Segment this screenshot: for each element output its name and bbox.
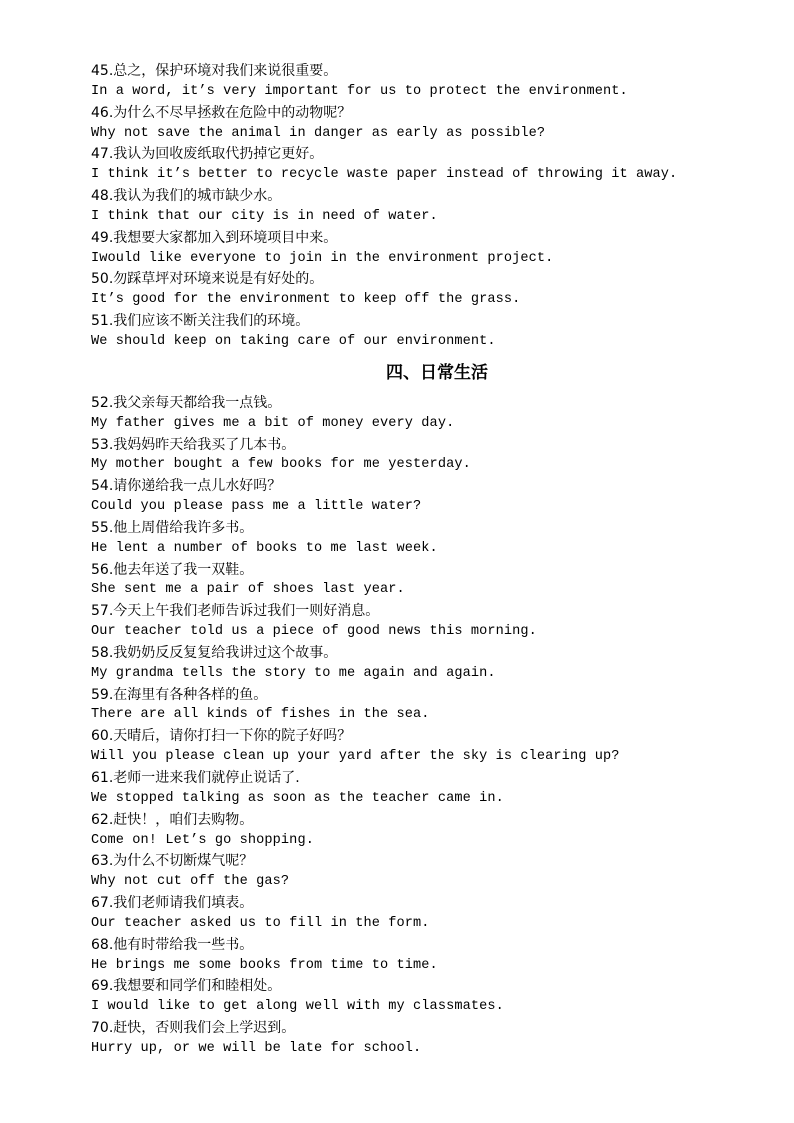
sentence-english: My mother bought a few books for me yesterday.	[91, 457, 471, 473]
sentence-english: She sent me a pair of shoes last year.	[91, 582, 405, 598]
sentence-chinese: 48.我认为我们的城市缺少水。	[91, 188, 282, 205]
sentence-english: Our teacher told us a piece of good news this morning.	[91, 624, 537, 640]
sentence-english: Come on! Let’s go shopping.	[91, 832, 314, 848]
sentence-english: Why not cut off the gas?	[91, 874, 290, 890]
sentence-chinese: 46.为什么不尽早拯救在危险中的动物呢？	[91, 104, 352, 121]
sentence-chinese: 56.他去年送了我一双鞋。	[91, 561, 254, 578]
sentence-chinese: 68.他有时带给我一些书。	[91, 936, 254, 953]
sentence-chinese: 51.我们应该不断关注我们的环境。	[91, 313, 310, 330]
sentence-english: I think it’s better to recycle waste paper instead of throwing it away.	[91, 167, 678, 183]
sentence-chinese: 45.总之，保护环境对我们来说很重要。	[91, 63, 338, 79]
sentence-chinese: 57.今天上午我们老师告诉过我们一则好消息。	[91, 603, 380, 620]
section-daily-life	[91, 393, 771, 1060]
sentence-chinese: 52.我父亲每天都给我一点钱。	[91, 394, 282, 411]
sentence-english: He lent a number of books to me last week.	[91, 540, 438, 556]
sentence-english: I think that our city is in need of water.	[91, 208, 438, 224]
sentence-chinese: 60.天晴后，请你打扫一下你的院子好吗？	[91, 728, 352, 745]
sentence-english: Hurry up, or we will be late for school.	[91, 1040, 422, 1056]
sentence-english: In a word, it’s very important for us to protect the environment.	[91, 83, 628, 99]
sentence-english: We stopped talking as soon as the teacher came in.	[91, 790, 504, 806]
sentence-chinese: 70.赶快，否则我们会上学迟到。	[91, 1020, 296, 1037]
sentence-english: My grandma tells the story to me again and again.	[91, 665, 496, 681]
sentence-chinese: 69.我想要和同学们和睦相处。	[91, 978, 282, 995]
sentence-english: Our teacher asked us to fill in the form.	[91, 915, 430, 931]
sentence-english: There are all kinds of fishes in the sea.	[91, 707, 430, 723]
sentence-english: Could you please pass me a little water?	[91, 499, 422, 515]
sentence-chinese: 55.他上周借给我许多书。	[91, 519, 254, 536]
sentence-chinese: 54.请你递给我一点儿水好吗？	[91, 478, 282, 495]
sentence-chinese: 67.我们老师请我们填表。	[91, 895, 254, 912]
sentence-english: Iwould like everyone to join in the environment project.	[91, 250, 554, 266]
sentence-chinese: 58.我奶奶反反复复给我讲过这个故事。	[91, 644, 338, 661]
sentence-english: Why not save the animal in danger as early as possible?	[91, 125, 546, 141]
sentence-chinese: 50.勿踩草坪对环境来说是有好处的。	[91, 271, 324, 288]
sentence-english: I would like to get along well with my classmates.	[91, 999, 504, 1015]
document-page	[91, 61, 771, 1060]
sentence-chinese: 53.我妈妈昨天给我买了几本书。	[91, 436, 296, 453]
sentence-english: It’s good for the environment to keep off the grass.	[91, 292, 521, 308]
sentence-chinese: 63.为什么不切断煤气呢？	[91, 853, 254, 870]
sentence-chinese: 61.老师一进来我们就停止说话了.	[91, 770, 300, 786]
section-heading: 四、日常生活	[386, 362, 488, 383]
sentence-chinese: 47.我认为回收废纸取代扔掉它更好。	[91, 146, 324, 163]
sentence-english: Will you please clean up your yard after the sky is clearing up?	[91, 749, 620, 765]
sentence-chinese: 59.在海里有各种各样的鱼。	[91, 686, 268, 703]
section-environment	[91, 61, 771, 353]
sentence-english: He brings me some books from time to time.	[91, 957, 438, 973]
sentence-chinese: 49.我想要大家都加入到环境项目中来。	[91, 229, 338, 246]
sentence-english: We should keep on taking care of our environment.	[91, 333, 496, 349]
sentence-chinese: 62.赶快！，咱们去购物。	[91, 811, 254, 828]
sentence-english: My father gives me a bit of money every day.	[91, 415, 455, 431]
